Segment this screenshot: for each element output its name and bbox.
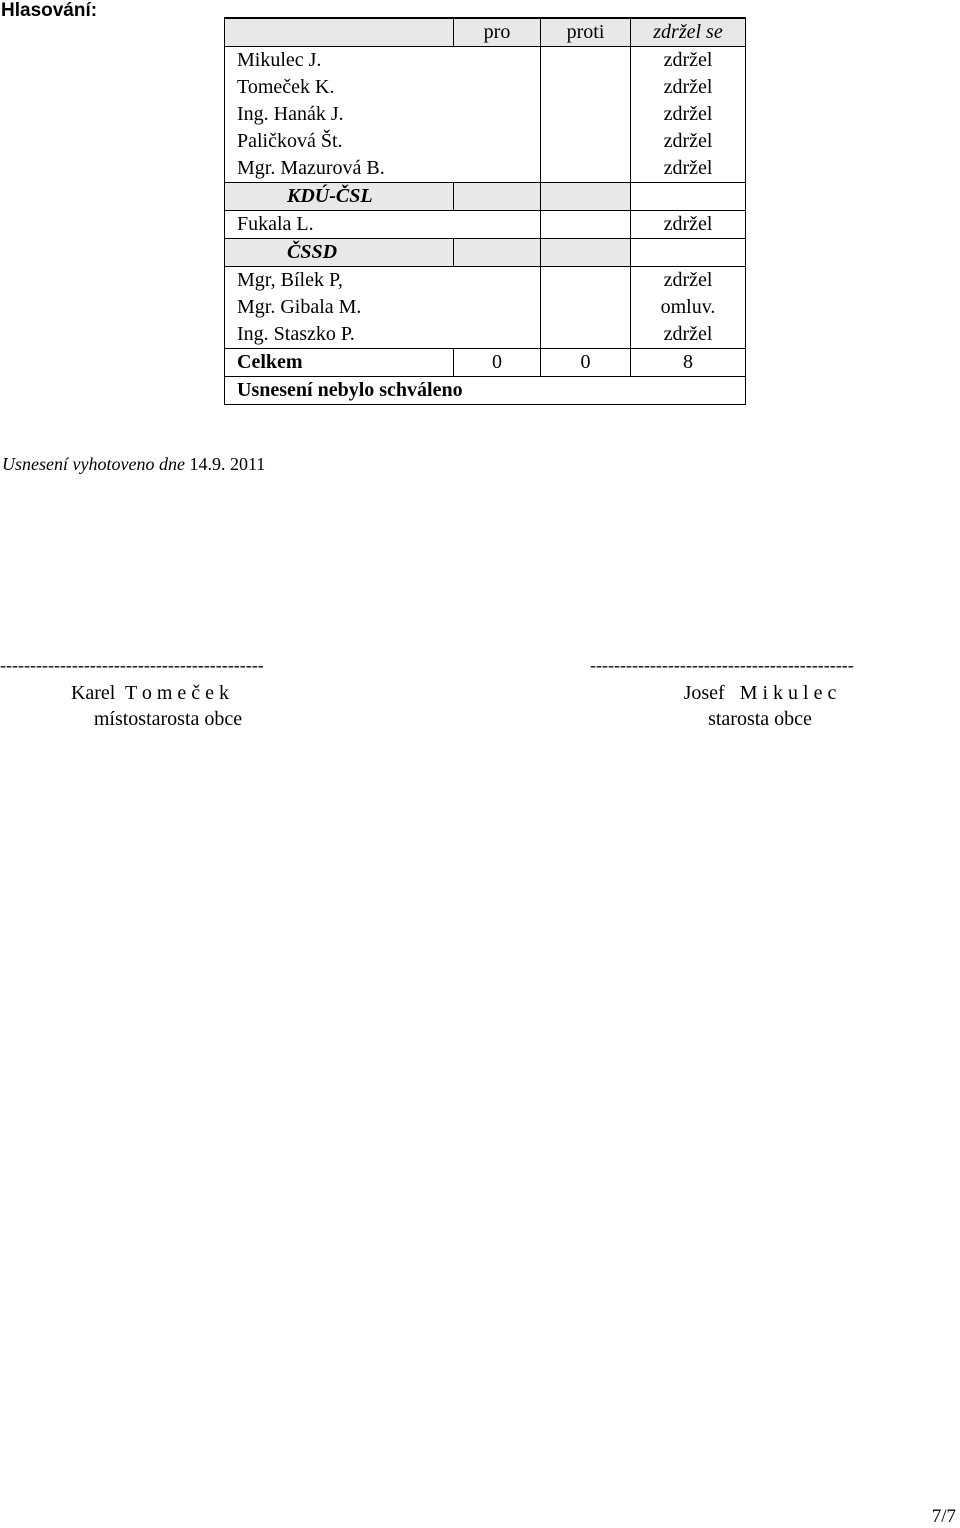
member-name: Ing. Staszko P. [225,321,454,349]
total-row [225,349,746,377]
member-name: Mgr. Mazurová B. [225,155,454,183]
page-number: 7/7 [931,1506,956,1527]
signature-right-name: Josef M i k u l e c [683,682,837,704]
total-label: Celkem [225,349,454,377]
member-name: Fukala L. [225,211,454,239]
issued-label: Usnesení vyhotoveno dne [2,454,185,474]
signature-line-left: -------------------------------------------- [0,655,264,675]
party-row-kdu-csl [225,183,746,211]
signature-right-role: starosta obce [708,708,812,730]
table-row [225,321,746,349]
table-row [225,294,746,321]
issued-date: 14.9. 2011 [189,454,266,474]
voting-table [224,17,746,405]
member-name: Mgr, Bílek P, [225,267,454,295]
signature-left-name: Karel T o m e č e k [70,682,230,704]
table-row [225,101,746,128]
table-row [225,47,746,75]
table-header-row [225,18,746,47]
member-vote: zdržel [631,321,746,349]
total-zdrzel: 8 [631,349,746,377]
party-row-cssd [225,239,746,267]
header-pro: pro [454,18,541,47]
member-vote: zdržel [631,267,746,295]
signature-left-role: místostarosta obce [93,708,243,730]
member-vote: zdržel [631,101,746,128]
party-name: KDÚ-ČSL [225,183,454,211]
issued-line [2,453,265,475]
header-zdrzel: zdržel se [631,18,746,47]
member-name: Mgr. Gibala M. [225,294,454,321]
member-vote: omluv. [631,294,746,321]
header-blank [225,18,454,47]
table-row [225,128,746,155]
member-name: Ing. Hanák J. [225,101,454,128]
member-vote: zdržel [631,47,746,75]
member-vote: zdržel [631,155,746,183]
member-name: Paličková Št. [225,128,454,155]
member-name: Mikulec J. [225,47,454,75]
header-proti: proti [541,18,631,47]
voting-heading: Hlasování: [1,0,98,21]
table-row [225,211,746,239]
total-pro: 0 [454,349,541,377]
table-row [225,267,746,295]
member-vote: zdržel [631,211,746,239]
signature-line-right: -------------------------------------------- [590,655,854,675]
total-proti: 0 [541,349,631,377]
member-vote: zdržel [631,74,746,101]
member-name: Tomeček K. [225,74,454,101]
member-vote: zdržel [631,128,746,155]
party-name: ČSSD [225,239,454,267]
table-row [225,155,746,183]
result-row [225,377,746,405]
table-row [225,74,746,101]
result-text: Usnesení nebylo schváleno [225,377,746,405]
